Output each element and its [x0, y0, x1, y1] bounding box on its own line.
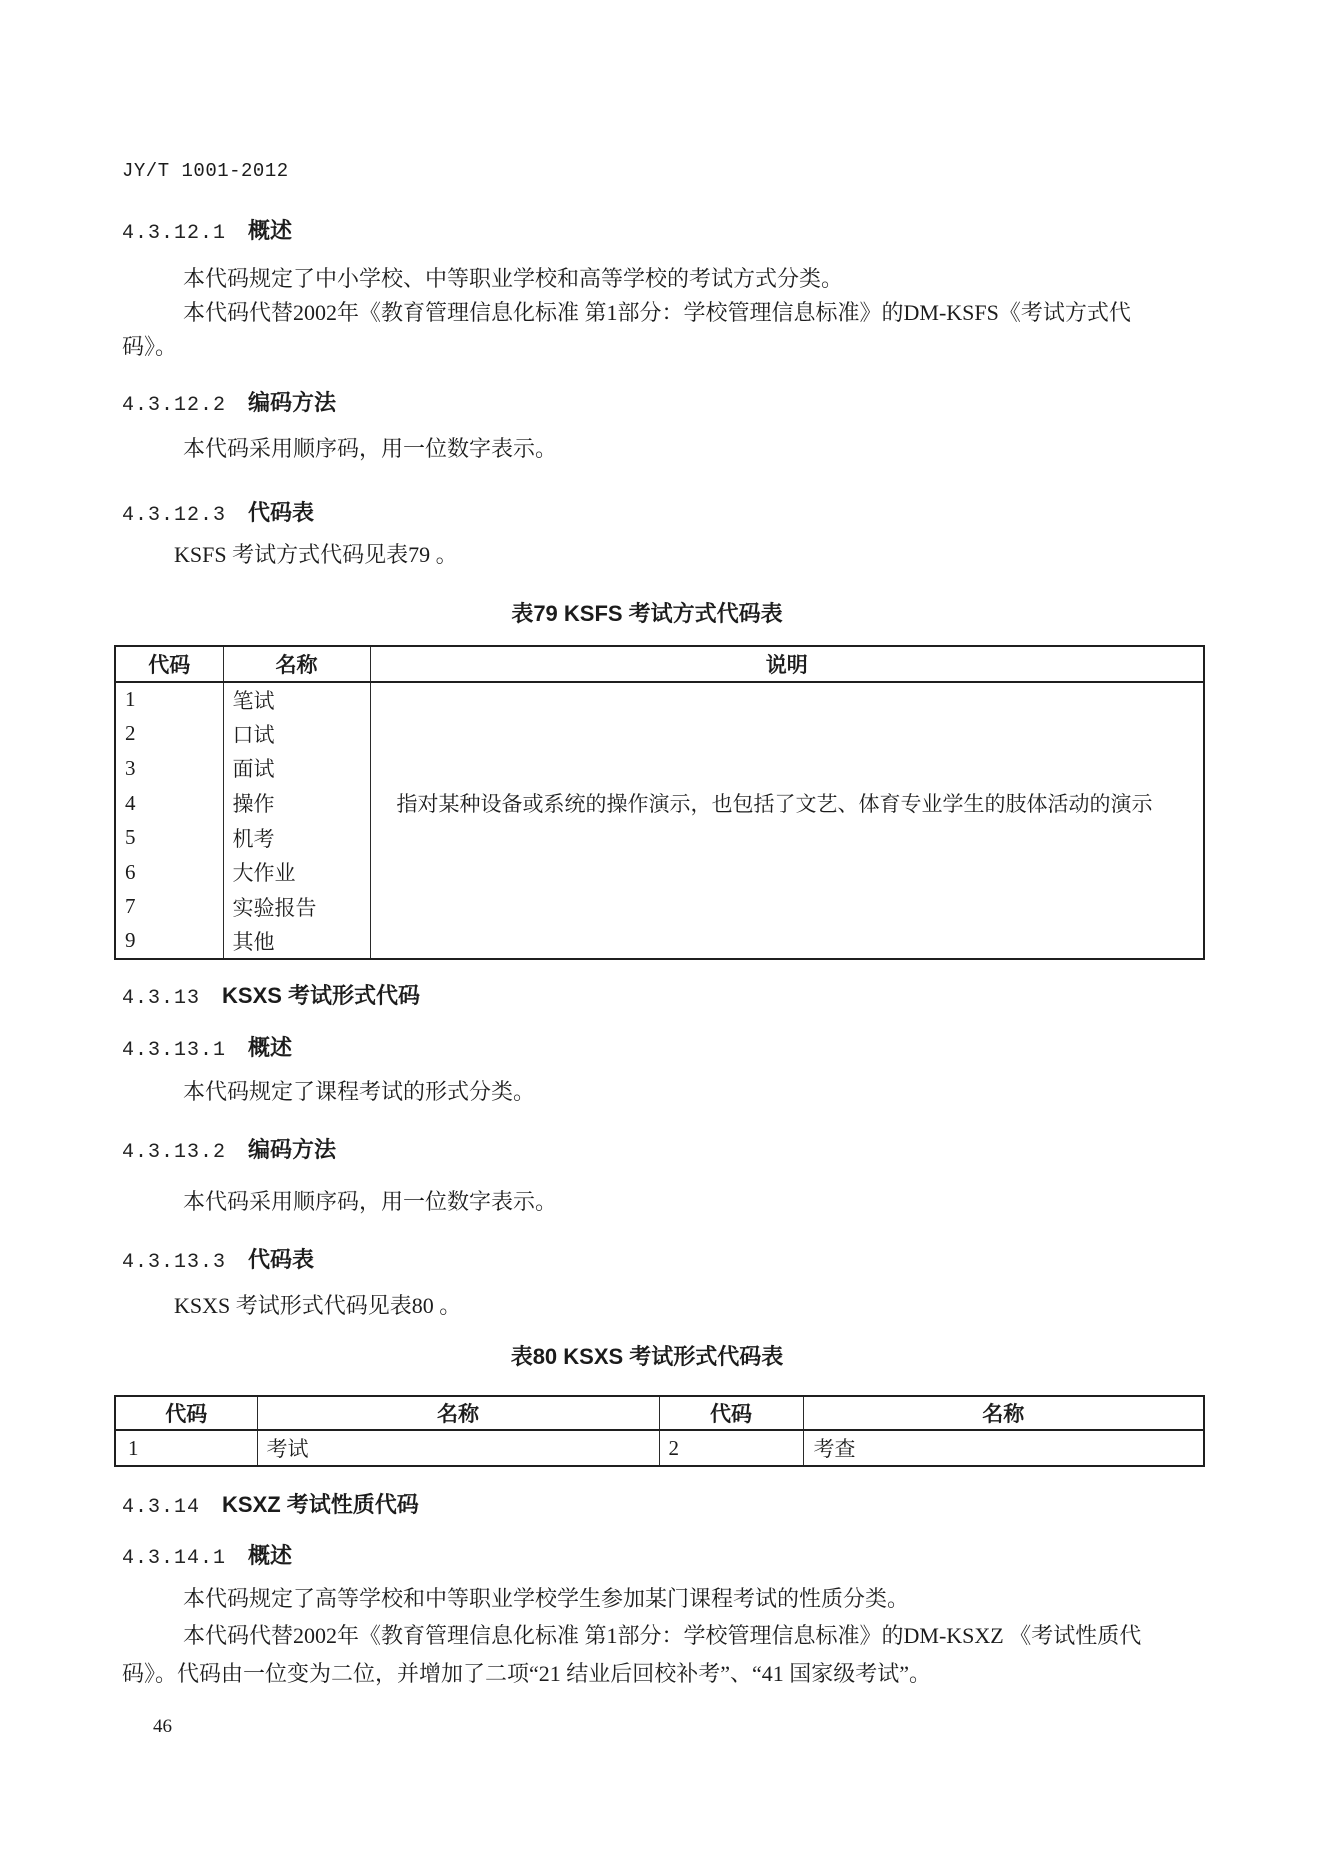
heading-title: 代码表	[248, 1247, 315, 1272]
name-cell: 其他	[223, 924, 370, 959]
code-cell: 1	[115, 682, 223, 717]
name-cell: 笔试	[223, 682, 370, 717]
paragraph: 码》。代码由一位变为二位，并增加了二项“21 结业后回校补考”、“41 国家级考试”。	[122, 1661, 932, 1686]
paragraph: 本代码采用顺序码，用一位数字表示。	[183, 436, 558, 461]
paragraph: 码》。	[122, 334, 178, 359]
heading-number: 4.3.14.1	[122, 1547, 227, 1570]
name-cell: 机考	[223, 820, 370, 855]
code-cell: 4	[115, 786, 223, 821]
heading-4-3-12-3	[122, 496, 314, 527]
code-cell: 7	[115, 890, 223, 925]
heading-4-3-12-2	[122, 386, 336, 417]
heading-number: 4.3.13	[122, 987, 201, 1010]
doc-code-header: JY/T 1001-2012	[122, 160, 289, 182]
table-header-row	[115, 1396, 1204, 1430]
code-cell: 3	[115, 751, 223, 786]
heading-number: 4.3.13.1	[122, 1039, 227, 1062]
heading-title: 概述	[248, 218, 293, 243]
heading-4-3-14	[122, 1488, 419, 1519]
heading-number: 4.3.13.3	[122, 1251, 227, 1274]
name-cell: 大作业	[223, 855, 370, 890]
heading-4-3-14-1	[122, 1539, 292, 1570]
paragraph: 本代码规定了中小学校、中等职业学校和高等学校的考试方式分类。	[183, 266, 844, 291]
paragraph: 本代码规定了课程考试的形式分类。	[183, 1079, 536, 1104]
heading-number: 4.3.12.1	[122, 222, 227, 245]
col-header-name: 名称	[257, 1396, 659, 1430]
col-header-name: 名称	[803, 1396, 1204, 1430]
code-cell: 5	[115, 820, 223, 855]
col-header-code: 代码	[115, 646, 223, 682]
col-header-name: 名称	[223, 646, 370, 682]
heading-title: KSXS 考试形式代码	[222, 983, 421, 1008]
heading-title: 概述	[248, 1035, 293, 1060]
table-row	[115, 1430, 1204, 1466]
heading-title: 编码方法	[248, 1137, 337, 1162]
heading-title: KSXZ 考试性质代码	[222, 1492, 419, 1517]
table-79	[114, 645, 1205, 960]
name-cell: 面试	[223, 751, 370, 786]
heading-4-3-13	[122, 979, 420, 1010]
code-cell: 9	[115, 924, 223, 959]
code-cell: 2	[115, 717, 223, 752]
page-number: 46	[153, 1716, 172, 1737]
heading-number: 4.3.12.3	[122, 504, 227, 527]
col-header-code: 代码	[659, 1396, 803, 1430]
heading-number: 4.3.13.2	[122, 1141, 227, 1164]
paragraph: KSFS 考试方式代码见表79 。	[174, 542, 458, 567]
name-cell: 操作	[223, 786, 370, 821]
heading-title: 编码方法	[248, 390, 337, 415]
paragraph: KSXS 考试形式代码见表80 。	[174, 1293, 462, 1318]
name-cell: 考试	[257, 1430, 659, 1466]
table-caption-80: 表80 KSXS 考试形式代码表	[510, 1344, 784, 1369]
name-cell: 口试	[223, 717, 370, 752]
code-cell: 2	[659, 1430, 803, 1466]
table-row	[115, 682, 1204, 717]
heading-title: 代码表	[248, 500, 315, 525]
heading-title: 概述	[248, 1543, 293, 1568]
desc-cell	[370, 682, 1204, 959]
heading-4-3-13-1	[122, 1031, 292, 1062]
heading-4-3-12-1	[122, 214, 292, 245]
paragraph: 本代码代替2002年《教育管理信息化标准 第1部分：学校管理信息标准》的DM-KSXZ 《考试性质代	[183, 1623, 1142, 1648]
heading-4-3-13-3	[122, 1243, 314, 1274]
paragraph: 本代码代替2002年《教育管理信息化标准 第1部分：学校管理信息标准》的DM-KSFS《考试方式代	[183, 300, 1131, 325]
col-header-code: 代码	[115, 1396, 257, 1430]
table-header-row	[115, 646, 1204, 682]
heading-number: 4.3.14	[122, 1496, 201, 1519]
paragraph: 本代码规定了高等学校和中等职业学校学生参加某门课程考试的性质分类。	[183, 1586, 910, 1611]
heading-4-3-13-2	[122, 1133, 336, 1164]
col-header-desc: 说明	[370, 646, 1204, 682]
paragraph: 本代码采用顺序码，用一位数字表示。	[183, 1189, 558, 1214]
table-80	[114, 1395, 1205, 1467]
name-cell: 实验报告	[223, 890, 370, 925]
desc-text: 指对某种设备或系统的操作演示，也包括了文艺、体育专业学生的肢体活动的演示	[396, 792, 1153, 816]
code-cell: 6	[115, 855, 223, 890]
heading-number: 4.3.12.2	[122, 394, 227, 417]
table-caption-79: 表79 KSFS 考试方式代码表	[511, 601, 783, 626]
name-cell: 考查	[813, 1437, 856, 1461]
code-cell: 1	[115, 1430, 257, 1466]
